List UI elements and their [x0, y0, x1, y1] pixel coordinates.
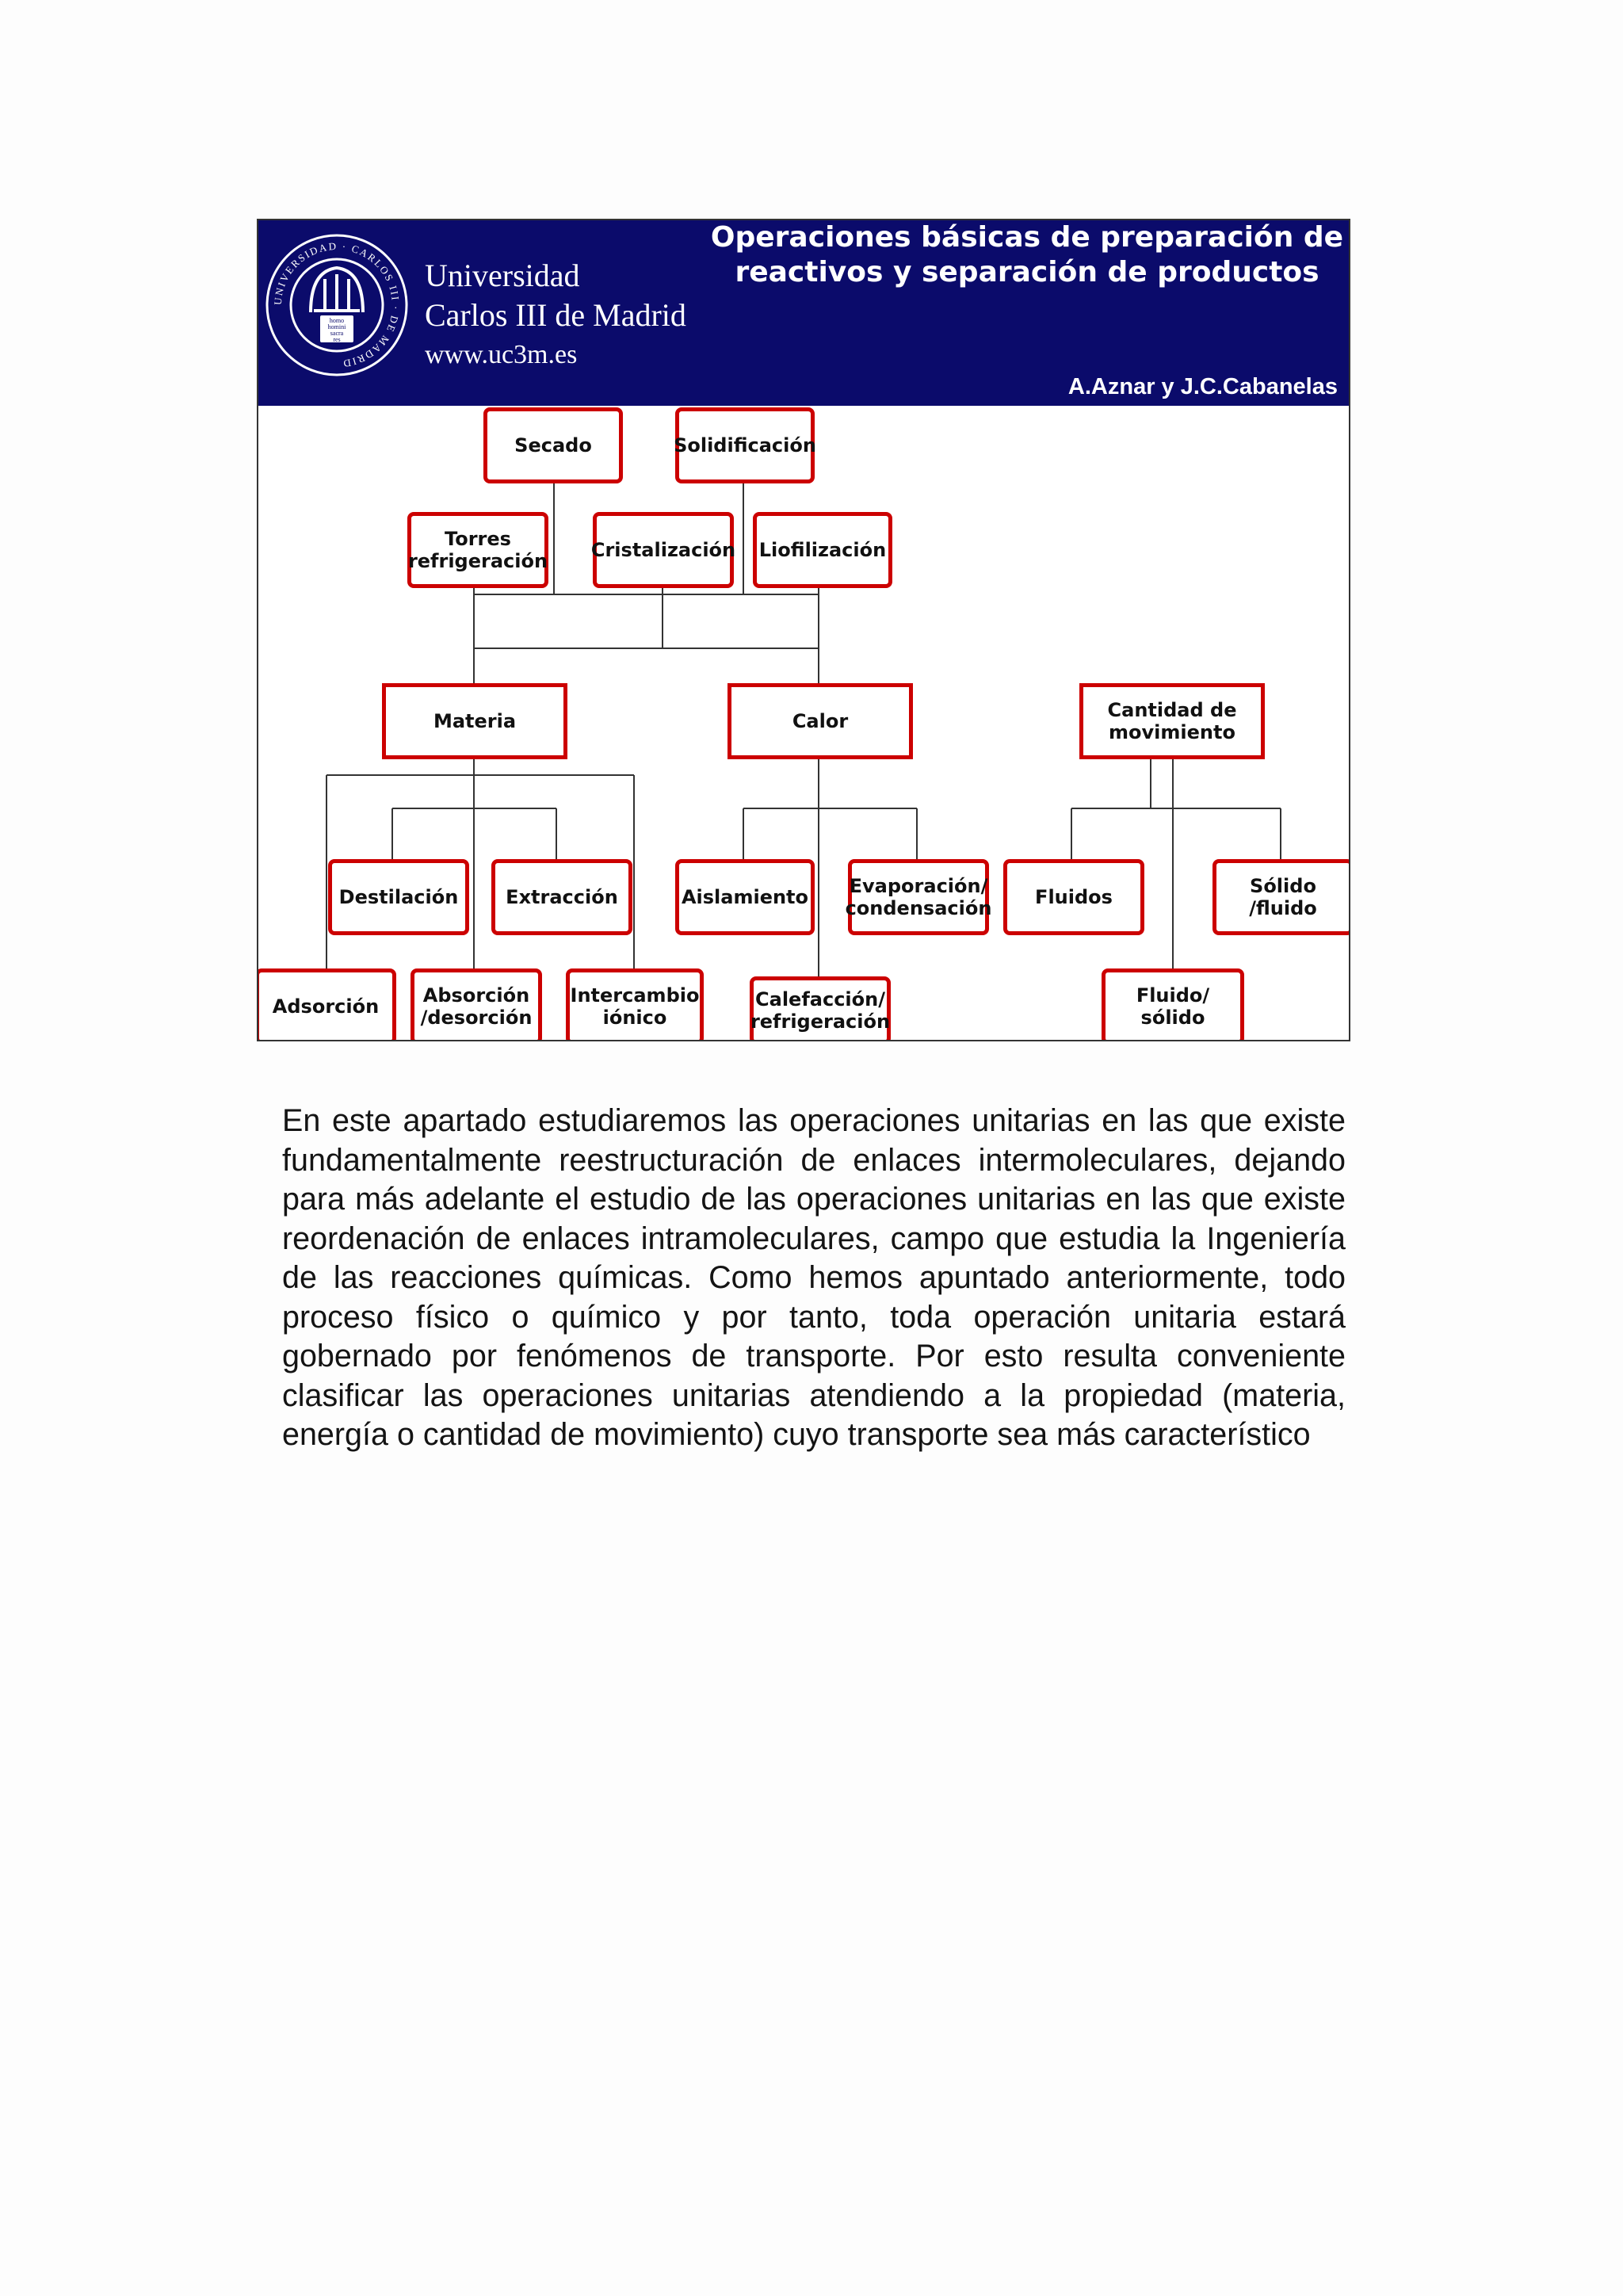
- node-cristalizacion: Cristalización: [593, 512, 734, 588]
- node-calefaccion-refrigeracion: Calefacción/ refrigeración: [750, 976, 891, 1041]
- seal-motto-1: homo: [329, 317, 345, 324]
- authors: A.Aznar y J.C.Cabanelas: [1067, 374, 1338, 399]
- node-extraccion: Extracción: [491, 859, 632, 935]
- slide-title-line2: reactivos y separación de productos: [735, 256, 1319, 288]
- node-secado: Secado: [483, 407, 623, 483]
- node-solidificacion: Solidificación: [675, 407, 815, 483]
- seal-motto-3: sacra: [330, 330, 344, 337]
- node-evaporacion-condensacion: Evaporación/ condensación: [848, 859, 989, 935]
- node-adsorcion: Adsorción: [257, 968, 396, 1041]
- node-materia: Materia: [382, 683, 567, 759]
- university-name-line2: Carlos III de Madrid: [425, 297, 686, 333]
- node-solido-fluido: Sólido /fluido: [1212, 859, 1350, 935]
- slide-frame: [257, 219, 1350, 1041]
- seal-ring-text: UNIVERSIDAD · CARLOS III · DE MADRID: [271, 239, 403, 370]
- body-paragraph: En este apartado estudiaremos las operaciones unitarias en las que existe fundamentalmente reestructuración de enlaces intermoleculares, dejando para más adelante el estudio de las operaciones unitarias en las que existe reordenación de enlaces intramoleculares, campo que estudia la Ingeniería de las reacciones químicas. Como hemos apuntado anteriormente, todo proceso físico o químico y por tanto, toda operación unitaria estará gobernado por fenómenos de transporte. Por esto resulta conveniente clasificar las operaciones unitarias atendiendo a la propiedad (materia, energía o cantidad de movimiento) cuyo transporte sea más característico: [282, 1103, 1346, 1452]
- seal-motto-4: res: [333, 336, 341, 343]
- slide-title-line1: Operaciones básicas de preparación de: [710, 221, 1344, 254]
- node-destilacion: Destilación: [328, 859, 469, 935]
- node-intercambio-ionico: Intercambio iónico: [566, 968, 704, 1041]
- university-website: www.uc3m.es: [425, 340, 578, 369]
- node-liofilizacion: Liofilización: [753, 512, 892, 588]
- node-fluido-solido: Fluido/ sólido: [1102, 968, 1244, 1041]
- node-calor: Calor: [727, 683, 913, 759]
- node-aislamiento: Aislamiento: [675, 859, 815, 935]
- seal-motto-2: homini: [327, 323, 346, 330]
- node-cantidad-movimiento: Cantidad de movimiento: [1079, 683, 1265, 759]
- node-absorcion-desorcion: Absorción /desorción: [411, 968, 542, 1041]
- node-fluidos: Fluidos: [1003, 859, 1144, 935]
- node-torres-refrigeracion: Torres refrigeración: [407, 512, 548, 588]
- university-name-line1: Universidad: [425, 258, 580, 293]
